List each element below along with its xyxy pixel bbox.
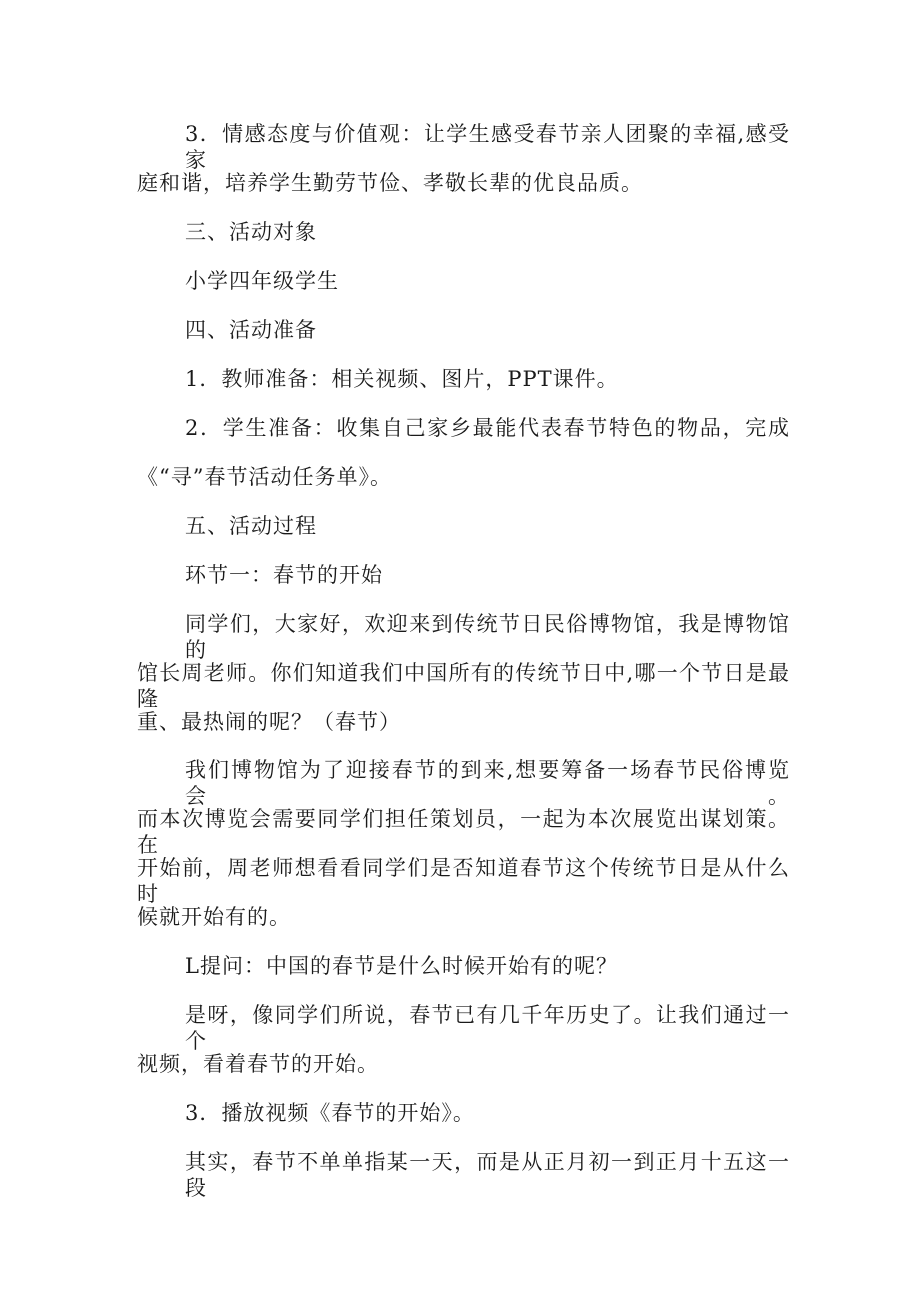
text-line: 其实，春节不单单指某一天，而是从正月初一到正月十五这一段 [185, 1150, 790, 1200]
text-line: 同学们，大家好，欢迎来到传统节日民俗博物馆，我是博物馆的 [185, 612, 790, 662]
section-heading: 五、活动过程 [185, 514, 317, 538]
subsection-heading: 环节一：春节的开始 [185, 563, 383, 587]
text-line: 馆长周老师。你们知道我们中国所有的传统节日中,哪一个节日是最隆 [137, 661, 790, 711]
text-line: 庭和谐，培养学生勤劳节俭、孝敬长辈的优良品质。 [137, 171, 643, 195]
text-line: 重、最热闹的呢？（春节） [137, 710, 401, 734]
text-line: 3．播放视频《春节的开始》。 [185, 1101, 475, 1125]
text-line: 小学四年级学生 [185, 269, 339, 293]
text-line: 候就开始有的。 [137, 905, 291, 929]
text-line: 我们博物馆为了迎接春节的到来,想要筹备一场春节民俗博览会。 [185, 758, 790, 808]
section-heading: 三、活动对象 [185, 220, 317, 244]
text-line: 1．教师准备：相关视频、图片，PPT课件。 [185, 367, 619, 391]
text-line: 3．情感态度与价值观：让学生感受春节亲人团聚的幸福,感受家 [185, 122, 790, 172]
text-line: 《“寻”春节活动任务单》。 [137, 465, 392, 489]
text-line: 2．学生准备：收集自己家乡最能代表春节特色的物品，完成 [185, 416, 790, 440]
text-line: 开始前，周老师想看看同学们是否知道春节这个传统节日是从什么时 [137, 856, 790, 906]
text-line: 视频，看着春节的开始。 [137, 1052, 379, 1076]
text-line: L提问：中国的春节是什么时候开始有的呢？ [185, 954, 618, 978]
text-line: 而本次博览会需要同学们担任策划员，一起为本次展览出谋划策。在 [137, 807, 790, 857]
text-line: 是呀，像同学们所说，春节已有几千年历史了。让我们通过一个 [185, 1003, 790, 1053]
section-heading: 四、活动准备 [185, 318, 317, 342]
